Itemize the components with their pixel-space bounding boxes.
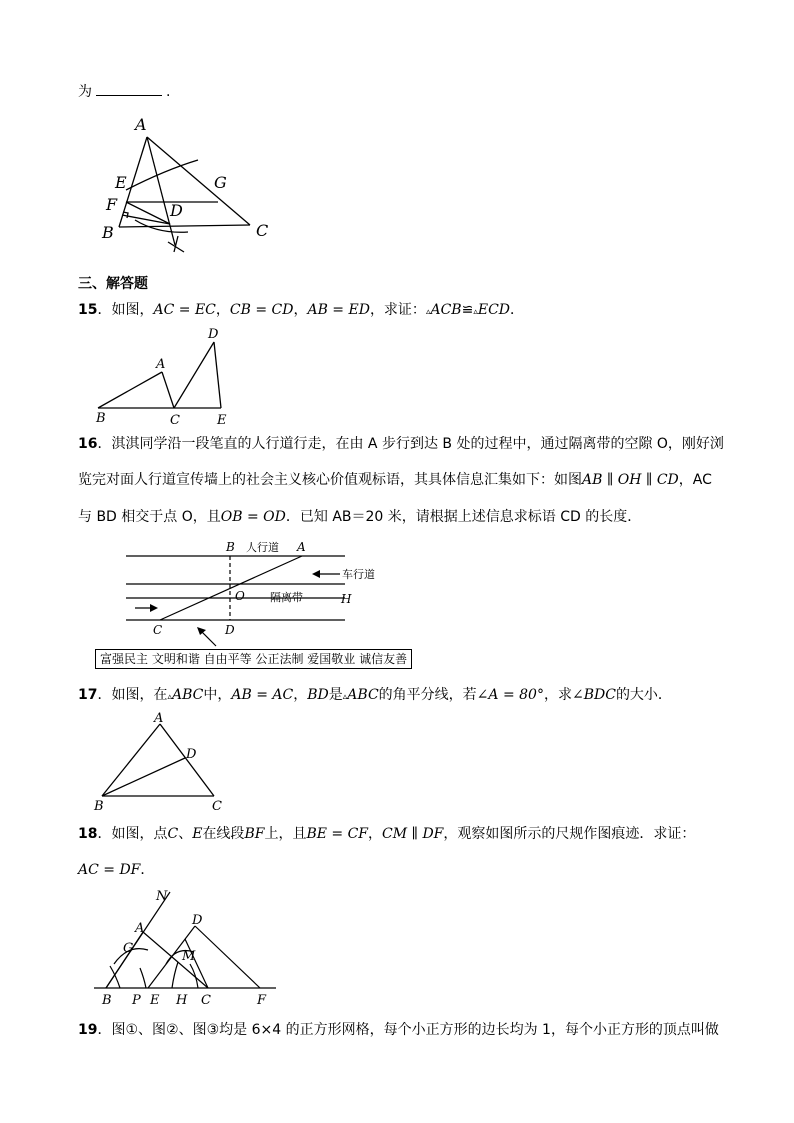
question-text: 为 bbox=[78, 84, 92, 100]
section-title: 三、解答题 bbox=[78, 276, 148, 292]
label-B: B bbox=[94, 799, 104, 814]
figure-14 bbox=[90, 112, 290, 252]
figure-17 bbox=[92, 710, 232, 814]
label-C: C bbox=[201, 993, 211, 1008]
label-B: B bbox=[102, 223, 114, 242]
question-18-line-2: AC = DF． bbox=[78, 862, 155, 878]
label-E: E bbox=[150, 993, 160, 1008]
label-G: G bbox=[123, 941, 134, 956]
triangle-icon: ▵ bbox=[425, 307, 431, 317]
answer-line-14: 为 . bbox=[78, 84, 171, 100]
question-15: 15．如图，AC = EC，CB = CD，AB = ED，求证：▵ACB≌▵ECD． bbox=[78, 302, 525, 318]
label-O: O bbox=[235, 589, 245, 603]
label-A: A bbox=[135, 921, 145, 936]
label-G: G bbox=[214, 173, 227, 192]
label-C: C bbox=[170, 413, 180, 428]
label-B: B bbox=[96, 411, 106, 426]
answer-blank[interactable] bbox=[96, 83, 162, 96]
label-P: P bbox=[132, 993, 141, 1008]
label-M: M bbox=[182, 949, 196, 964]
label-H: H bbox=[341, 592, 352, 606]
question-17: 17．如图，在▵ABC中，AB = AC，BD是▵ABC的角平分线，若∠A = 80°，求∠BDC的大小． bbox=[78, 687, 672, 703]
figure-18 bbox=[90, 886, 290, 1010]
label-D: D bbox=[186, 747, 197, 762]
question-16-line-1: 16．淇淇同学沿一段笔直的人行道行走，在由 A 步行到达 B 处的过程中，通过隔离带的空隙 O，刚好浏 bbox=[78, 436, 724, 452]
label-D: D bbox=[170, 201, 183, 220]
question-16-line-3: 与 BD 相交于点 O，且OB = OD．已知 AB＝20 米，请根据上述信息求标语 CD 的长度． bbox=[78, 509, 642, 525]
label-H: H bbox=[176, 993, 188, 1008]
walkway-label: 人行道 bbox=[246, 541, 279, 554]
label-B: B bbox=[102, 993, 112, 1008]
label-E: E bbox=[217, 413, 227, 428]
question-19: 19．图①、图②、图③均是 6×4 的正方形网格，每个小正方形的边长均为 1，每个小正方形的顶点叫做 bbox=[78, 1022, 719, 1038]
question-16-line-2: 览完对面人行道宣传墙上的社会主义核心价值观标语，其具体信息汇集如下：如图AB ∥ OH ∥ CD，AC bbox=[78, 472, 712, 488]
triangle-icon: ▵ bbox=[473, 307, 478, 317]
label-N: N bbox=[156, 889, 168, 904]
label-A: A bbox=[135, 115, 147, 134]
label-D: D bbox=[225, 623, 235, 637]
label-C: C bbox=[256, 221, 269, 240]
median-label: 隔离带 bbox=[270, 591, 303, 604]
lane-label: 车行道 bbox=[342, 568, 375, 581]
label-D: D bbox=[208, 327, 219, 342]
label-F: F bbox=[257, 993, 267, 1008]
figure-15 bbox=[90, 326, 250, 430]
triangle-icon: ▵ bbox=[342, 692, 348, 702]
label-F: F bbox=[106, 195, 118, 214]
triangle-icon: ▵ bbox=[167, 692, 173, 702]
label-D: D bbox=[192, 913, 203, 928]
slogan-box: 富强民主 文明和谐 自由平等 公正法制 爱国敬业 诚信友善 bbox=[95, 649, 412, 669]
label-C: C bbox=[212, 799, 222, 814]
label-B: B bbox=[226, 540, 235, 554]
label-E: E bbox=[115, 173, 127, 192]
label-A: A bbox=[156, 357, 166, 372]
label-C: C bbox=[153, 623, 163, 637]
label-A: A bbox=[297, 540, 306, 554]
question-18-line-1: 18．如图，点C、E在线段BF上，且BE = CF，CM ∥ DF，观察如图所示的尺规作图痕迹．求证： bbox=[78, 826, 696, 842]
figure-16 bbox=[120, 538, 390, 648]
label-A: A bbox=[154, 711, 164, 726]
